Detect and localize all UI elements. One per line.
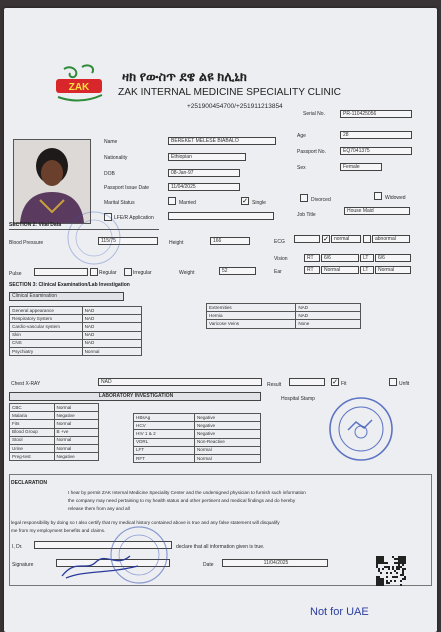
clinical-right-row — [207, 320, 361, 328]
clinical-right-row-value: NAD — [296, 312, 361, 320]
qr-module — [402, 578, 404, 580]
qr-module — [402, 568, 404, 570]
lab-right-row — [134, 430, 261, 438]
qr-module — [400, 584, 402, 586]
qr-module — [380, 578, 382, 580]
ecg-normal-checkbox[interactable]: ✓ — [323, 236, 329, 243]
qr-code — [376, 556, 406, 586]
lab-left-row-label: Urine — [10, 444, 55, 452]
qr-module — [400, 580, 402, 582]
hospital-stamp — [326, 394, 396, 464]
clinical-left-row-value: NAD — [82, 315, 141, 323]
widowed-checkbox[interactable] — [374, 192, 382, 200]
nationality-label: Nationality — [104, 155, 128, 161]
lab-right-table — [133, 413, 261, 463]
qr-module — [388, 568, 390, 570]
serial-label: Serial No. — [303, 111, 325, 117]
qr-module — [388, 582, 390, 584]
lab-left-row-label: Blood Group — [10, 428, 55, 436]
ear-label: Ear — [274, 269, 282, 275]
sex-field: Female — [340, 163, 382, 171]
qr-module — [402, 558, 404, 560]
clinical-right-row-label: Hernia — [207, 312, 296, 320]
serial-number: PR-110425056 — [340, 110, 412, 118]
clinical-left-row-value: NAD — [82, 307, 141, 315]
qr-module — [402, 574, 404, 576]
clinical-left-row-value: NAD — [82, 339, 141, 347]
vision-label: Vision — [274, 256, 288, 262]
sex-label: Sex — [297, 165, 306, 171]
qr-module — [404, 560, 406, 562]
qr-module — [378, 576, 380, 578]
qr-module — [392, 566, 394, 568]
age-field: 28 — [340, 131, 412, 139]
qr-module — [382, 568, 384, 570]
qr-module — [386, 562, 388, 564]
lab-right-row-value: Negative — [194, 422, 260, 430]
qr-module — [378, 562, 380, 564]
clinical-right-row — [207, 312, 361, 320]
qr-module — [376, 584, 378, 586]
qr-module — [380, 584, 382, 586]
qr-module — [398, 556, 400, 558]
qr-module — [392, 568, 394, 570]
qr-module — [376, 564, 378, 566]
qr-module — [382, 580, 384, 582]
lab-right-row-value: Normal — [194, 454, 260, 462]
medical-certificate — [4, 8, 437, 632]
qr-module — [380, 556, 382, 558]
amharic-title: ዛክ የውስጥ ደዌ ልዩ ክሊኒክ — [122, 69, 247, 84]
ecg-blank — [294, 235, 320, 243]
qr-module — [378, 580, 380, 582]
qr-module — [394, 570, 396, 572]
fit-label: Fit — [341, 381, 347, 387]
ecg-abnormal-checkbox[interactable] — [363, 235, 371, 243]
unfit-label: Unfit — [399, 381, 410, 387]
lab-right-row-value: Normal — [194, 446, 260, 454]
lab-right-row-label: VDRL — [134, 438, 195, 446]
qr-module — [400, 566, 402, 568]
qr-module — [398, 564, 400, 566]
qr-module — [402, 570, 404, 572]
name-field: BEREKET MELESE BIABALO — [168, 137, 276, 145]
lab-right-row — [134, 446, 261, 454]
qr-module — [398, 562, 400, 564]
qr-module — [376, 582, 378, 584]
qr-module — [386, 580, 388, 582]
divorced-label: Divorced — [311, 197, 331, 203]
declaration-title: DECLARATION — [11, 480, 48, 486]
unfit-checkbox[interactable] — [389, 378, 397, 386]
qr-module — [386, 566, 388, 568]
qr-module — [380, 582, 382, 584]
qr-module — [378, 584, 380, 586]
qr-module — [378, 570, 380, 572]
result-label: Result — [267, 382, 282, 388]
clinical-left-row-label: General appearance — [10, 307, 83, 315]
issue-date-field: 11/04/2025 — [168, 183, 240, 191]
clinical-left-row — [10, 347, 142, 355]
lab-right-row-label: HBsAg — [134, 414, 195, 422]
qr-module — [376, 566, 378, 568]
single-label: Single — [252, 200, 266, 206]
regular-checkbox[interactable] — [90, 268, 98, 276]
widowed-label: Widowed — [385, 195, 406, 201]
ear-lt-value: Normal — [375, 266, 411, 274]
height-field: 166 — [210, 237, 250, 245]
ear-lt: LT — [360, 266, 374, 274]
ecg-normal-field: normal — [331, 235, 361, 243]
lab-right-row — [134, 414, 261, 422]
qr-module — [376, 558, 378, 560]
qr-module — [392, 576, 394, 578]
clinical-left-row-label: Cardio-vascular system — [10, 323, 83, 331]
qr-module — [396, 566, 398, 568]
lab-left-row-value: Normal — [54, 404, 99, 412]
qr-module — [398, 568, 400, 570]
lab-left-row — [10, 436, 99, 444]
clinic-phones: +251900454700/+251911213854 — [187, 103, 283, 110]
idr-suffix: declare that all information given is true. — [176, 544, 265, 550]
qr-module — [380, 560, 382, 562]
qr-module — [398, 558, 400, 560]
qr-module — [404, 576, 406, 578]
fit-checkbox[interactable]: ✓ — [332, 379, 338, 386]
weight-field: 52 — [219, 267, 256, 275]
clinical-left-row — [10, 307, 142, 315]
irregular-checkbox[interactable] — [124, 268, 132, 276]
qr-module — [404, 568, 406, 570]
lab-title: LABORATORY INVESTIGATION — [9, 392, 261, 401]
vital-section-title: SECTION 2: Vital Data — [9, 222, 62, 228]
vision-rt: RT — [304, 254, 320, 262]
qr-module — [396, 572, 398, 574]
dob-label: DOB — [104, 171, 115, 177]
lab-left-row-label: Malaria — [10, 412, 55, 420]
lab-right-row — [134, 438, 261, 446]
qr-module — [400, 562, 402, 564]
clinical-exam-right-table — [206, 303, 361, 329]
ecg-abnormal-field: abnormal — [372, 235, 410, 243]
bp-field: 115/75 — [98, 237, 158, 245]
qr-module — [380, 580, 382, 582]
clinical-left-row-value: NAD — [82, 323, 141, 331]
passport-label: Passport No. — [297, 149, 326, 155]
clinical-left-row-label: CNS — [10, 339, 83, 347]
signature-label: Signature — [12, 562, 34, 568]
lab-left-row-value: B +ve — [54, 428, 99, 436]
bp-label: Blood Pressure — [9, 240, 44, 246]
qr-module — [378, 582, 380, 584]
qr-module — [378, 568, 380, 570]
qr-module — [404, 558, 406, 560]
qr-module — [382, 556, 384, 558]
clinical-exam-left-table — [9, 306, 142, 356]
qr-module — [394, 576, 396, 578]
qr-module — [402, 562, 404, 564]
clinical-left-row — [10, 315, 142, 323]
doctor-stamp — [104, 520, 174, 590]
clinical-right-row-label: Varicose Veins — [207, 320, 296, 328]
clinical-right-row-value: None — [296, 320, 361, 328]
weight-label: Weight — [179, 270, 195, 276]
irregular-label: Irregular — [133, 270, 152, 276]
qr-module — [382, 584, 384, 586]
lab-left-row-value: Negative — [54, 453, 99, 461]
nationality-field: Ethiopian — [168, 153, 246, 161]
qr-module — [382, 562, 384, 564]
qr-module — [386, 572, 388, 574]
ear-rt: RT — [304, 266, 320, 274]
qr-module — [376, 556, 378, 558]
qr-module — [396, 576, 398, 578]
declaration-line-5: me from my employment benefits and claims. — [11, 528, 106, 533]
date-field: 11/04/2025 — [222, 559, 328, 567]
qr-module — [386, 582, 388, 584]
lab-right-row-value: Negative — [194, 430, 260, 438]
qr-module — [382, 578, 384, 580]
declaration-line-1: I hear by permit ZAK Internal Medicine Speciality Center and the undersigned physician to furnish such information — [68, 490, 306, 495]
xray-field: NAD — [98, 378, 262, 386]
marital-label: Marital Status — [104, 200, 135, 206]
job-title-label: Job Title — [297, 212, 316, 218]
qr-module — [376, 560, 378, 562]
date-label: Date — [203, 562, 214, 568]
idr-label: I, Dr. — [12, 544, 23, 550]
lab-left-row — [10, 453, 99, 461]
qr-module — [400, 558, 402, 560]
job-title-field: House Maid — [344, 207, 410, 215]
qr-module — [376, 580, 378, 582]
lab-left-table — [9, 403, 99, 461]
clinical-right-row — [207, 304, 361, 312]
qr-module — [382, 582, 384, 584]
lab-left-row — [10, 428, 99, 436]
qr-module — [388, 566, 390, 568]
qr-module — [378, 556, 380, 558]
qr-module — [392, 556, 394, 558]
xray-label: Chest X-RAY — [11, 381, 41, 387]
age-label: Age — [297, 133, 306, 139]
result-field — [289, 378, 325, 386]
qr-module — [376, 562, 378, 564]
clinical-right-row-value: NAD — [296, 304, 361, 312]
qr-module — [380, 562, 382, 564]
qr-module — [404, 556, 406, 558]
qr-module — [404, 562, 406, 564]
lab-right-row-value: Negative — [194, 414, 260, 422]
clinical-left-row — [10, 339, 142, 347]
ecg-label: ECG — [274, 239, 285, 245]
lab-left-row — [10, 404, 99, 412]
clinical-left-row-value: NAD — [82, 331, 141, 339]
qr-module — [378, 560, 380, 562]
clinical-exam-title: Clinical Examination — [9, 292, 124, 301]
qr-module — [394, 558, 396, 560]
clinic-name: ZAK INTERNAL MEDICINE SPECIALITY CLINIC — [118, 87, 342, 98]
divorced-checkbox[interactable] — [300, 194, 308, 202]
qr-module — [384, 566, 386, 568]
qr-module — [400, 560, 402, 562]
lab-right-row-label: HCV — [134, 422, 195, 430]
qr-module — [404, 578, 406, 580]
qr-module — [378, 578, 380, 580]
lab-right-row-label: RFT — [134, 454, 195, 462]
qr-module — [390, 572, 392, 574]
vision-rt-value: 6/6 — [321, 254, 359, 262]
hospital-stamp-label: Hospital Stamp — [281, 396, 315, 402]
qr-module — [396, 568, 398, 570]
lab-left-row-value: Normal — [54, 436, 99, 444]
regular-label: Regular — [99, 270, 117, 276]
qr-module — [384, 562, 386, 564]
clinical-left-row — [10, 323, 142, 331]
qr-module — [394, 562, 396, 564]
qr-module — [398, 566, 400, 568]
lab-left-row-label: Fits — [10, 420, 55, 428]
qr-module — [402, 564, 404, 566]
qr-module — [376, 576, 378, 578]
married-checkbox[interactable] — [168, 197, 176, 205]
lab-right-row-value: Non-Reactive — [194, 438, 260, 446]
lab-left-row-label: Stool — [10, 436, 55, 444]
lab-right-row — [134, 454, 261, 462]
lab-left-row-value: Normal — [54, 444, 99, 452]
vision-lt-value: 6/6 — [375, 254, 411, 262]
clinical-left-row-label: Skin — [10, 331, 83, 339]
lab-right-row-label: HIV 1 & 2 — [134, 430, 195, 438]
qr-module — [394, 580, 396, 582]
qr-module — [402, 560, 404, 562]
lab-left-row-label: CBC — [10, 404, 55, 412]
qr-module — [376, 578, 378, 580]
height-label: Height — [169, 240, 184, 246]
vision-lt: LT — [360, 254, 374, 262]
declaration-line-2: the company may need pertaining to my health status and other pertinent and medical findings and do hereby — [68, 498, 296, 503]
clinical-left-row — [10, 331, 142, 339]
qr-module — [396, 558, 398, 560]
pulse-field — [34, 268, 88, 276]
lfe-label: LFE/R Application — [114, 215, 154, 221]
lab-left-row — [10, 444, 99, 452]
qr-module — [398, 560, 400, 562]
lab-left-row-value: Negative — [54, 412, 99, 420]
photo-stamp — [64, 208, 124, 268]
clinical-left-row-value: Normal — [82, 347, 141, 355]
clinical-right-row-label: Extremities — [207, 304, 296, 312]
lab-left-row-value: Normal — [54, 420, 99, 428]
qr-module — [382, 560, 384, 562]
lab-left-row — [10, 420, 99, 428]
single-checkbox[interactable]: ✓ — [242, 198, 248, 205]
qr-module — [396, 562, 398, 564]
qr-module — [382, 558, 384, 560]
declaration-line-4: legal responsibility by doing so I also certify that my medical history contained above is true and any false statement will disqualify — [11, 520, 280, 525]
lab-right-row-label: LFT — [134, 446, 195, 454]
qr-module — [386, 576, 388, 578]
not-for-uae-note: Not for UAE — [310, 606, 369, 618]
dob-field: 08-Jan-97 — [168, 169, 240, 177]
name-label: Name — [104, 139, 118, 145]
clinical-section-title: SECTION 3: Clinical Examination/Lab Investigation — [9, 282, 130, 288]
qr-module — [390, 580, 392, 582]
qr-module — [400, 556, 402, 558]
passport-field: EQ7041375 — [340, 147, 412, 155]
pulse-label: Pulse — [9, 271, 22, 277]
qr-module — [402, 556, 404, 558]
qr-module — [400, 574, 402, 576]
qr-module — [380, 558, 382, 560]
clinical-left-row-label: Respiratory System — [10, 315, 83, 323]
married-label: Married — [179, 200, 196, 206]
issue-date-label: Passport Issue Date — [104, 185, 150, 191]
qr-module — [380, 572, 382, 574]
lab-left-row-label: Preg-test — [10, 453, 55, 461]
lab-right-row — [134, 422, 261, 430]
clinical-left-row-label: Psychiatry — [10, 347, 83, 355]
logo-text: ZAK — [68, 82, 90, 93]
lab-left-row — [10, 412, 99, 420]
lfe-field — [168, 212, 274, 220]
clinic-logo — [52, 63, 108, 107]
ear-rt-value: Normal — [321, 266, 359, 274]
declaration-line-3: release them from any and all — [68, 506, 130, 511]
qr-module — [378, 558, 380, 560]
qr-module — [402, 572, 404, 574]
